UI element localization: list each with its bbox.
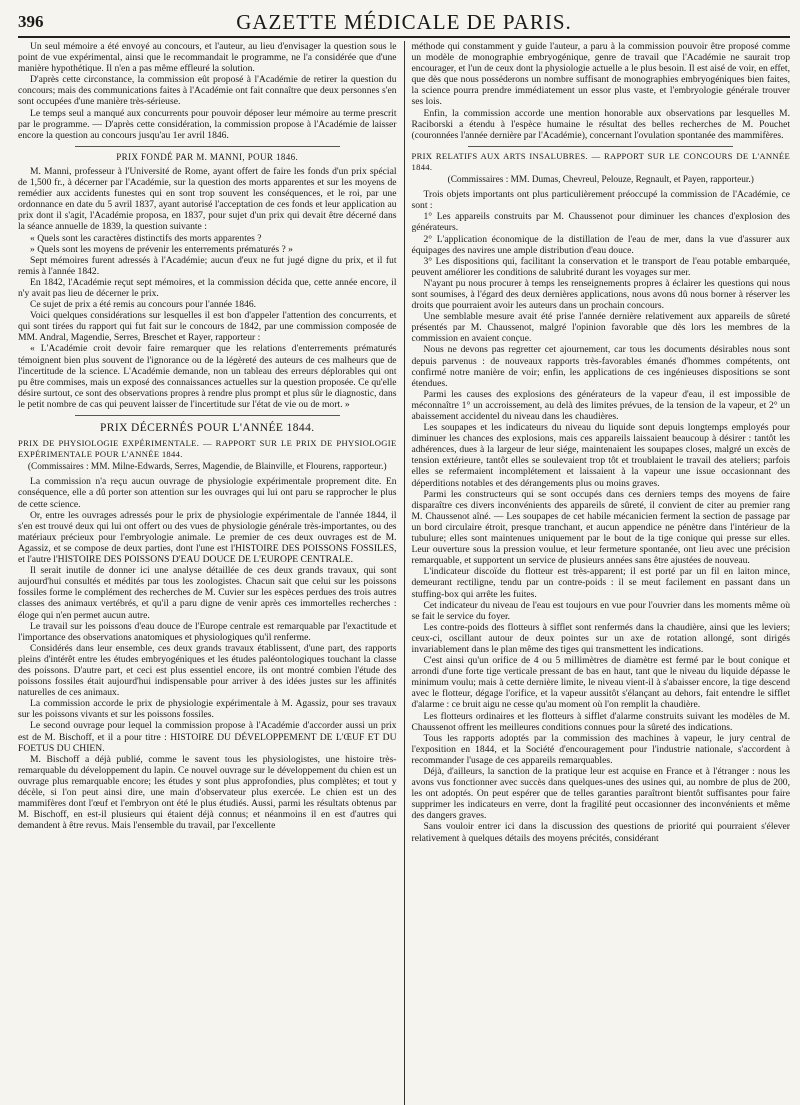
paragraph: Sans vouloir entrer ici dans la discussion des questions de priorité qui pourraient s'élever relativement à quelques détails des moyens précités, considérant xyxy=(411,821,790,844)
paragraph: Or, entre les ouvrages adressés pour le prix de physiologie expérimentale de l'année 1844, il s'en est trouvé deux qui lui ont offert ou des vues de physiologie générale très-importantes, ou des matériaux précieux pour l'embryologie animale. Le premier de ces deux ouvrages est de M. Agassiz, et se compose de deux parties, dont l'une est l'HISTOIRE DES POISSONS FOSSILES, et l'autre l'HISTOIRE DES POISSONS D'EAU DOUCE DE L'EUROPE CENTRALE. xyxy=(18,509,397,566)
paragraph: Voici quelques considérations sur lesquelles il est bon d'appeler l'attention des concurrents, et qui sont tirées du rapport qui fut fait sur le concours de 1842, par une commission composée de MM. Andral, Magendie, Serres, Breschet et Rayer, rapporteur : xyxy=(18,310,397,344)
paragraph: La commission n'a reçu aucun ouvrage de physiologie expérimentale proprement dite. En conséquence, elle a dû porter son attention sur les ouvrages qui lui ont paru se rapprocher le plus de cette science. xyxy=(18,476,397,510)
paragraph: Enfin, la commission accorde une mention honorable aux observations par lesquelles M. Raciborski a étendu à l'espèce humaine le résultat des belles recherches de M. Pouchet (couronnées l'année dernière par l'Académie), concernant l'ovulation spontanée des mammifères. xyxy=(411,107,790,141)
paragraph: « L'Académie croit devoir faire remarquer que les relations d'enterrements prématurés témoignent bien plus souvent de l'ignorance ou de la légèreté des auteurs de ces malheurs que de l'incertitude de la science. L'Académie demande, non un tableau des erreurs déplorables qui ont pu être commises, mais un exposé des connaissances actuelles sur la question proposée. Ce qu'elle désire surtout, ce sont des observations propres à rendre plus prompt et plus sûr le diagnostic, dans le petit nombre de cas qui peuvent laisser de l'incertitude sur l'état de vie ou de mort. » xyxy=(18,343,397,410)
page-number: 396 xyxy=(18,12,44,31)
section-title-manni: PRIX FONDÉ PAR M. MANNI, POUR 1846. xyxy=(116,151,299,162)
paragraph: Parmi les causes des explosions des générateurs de la vapeur d'eau, il est impossible de méconnaître 1° un accroissement, au delà des limites prévues, de la tension de la vapeur, et 2° un abaissement accidentel du niveau dans les chaudières. xyxy=(411,388,790,422)
journal-title: GAZETTE MÉDICALE DE PARIS. xyxy=(236,10,572,34)
paragraph: Le second ouvrage pour lequel la commission propose à l'Académie d'accorder aussi un prix est de M. Bischoff, et il a pour titre : HISTOIRE DU DÉVELOPPEMENT DE L'ŒUF ET DU FOETUS DU CHIEN. xyxy=(18,720,397,754)
paragraph: Le temps seul a manqué aux concurrents pour pouvoir déposer leur mémoire au terme prescrit par le programme. — D'après cette considération, la commission propose à l'Académie de laisser encore la question au concours jusqu'au 1er avril 1846. xyxy=(18,107,397,141)
paragraph: Considérés dans leur ensemble, ces deux grands travaux établissent, d'une part, des rapports pleins d'intérêt entre les études embryogéniques et les études paléontologiques touchant la classe des poissons. D'autre part, et ceci est plus essentiel encore, ils ont montré combien l'étude des poissons fossiles était aujourd'hui indispensable pour arriver à des idées justes sur les affinités naturelles de ces animaux. xyxy=(18,642,397,699)
paragraph: Ce sujet de prix a été remis au concours pour l'année 1846. xyxy=(30,299,257,311)
paragraph: Un seul mémoire a été envoyé au concours, et l'auteur, au lieu d'envisager la question sous le point de vue expérimental, ainsi que le recommandait le programme, ne l'a considérée que d'une manière hypothétique. Il n'en a pas même effleuré la solution. xyxy=(18,41,397,75)
divider xyxy=(468,146,733,147)
paragraph: Tous les rapports adoptés par la commission des machines à vapeur, le jury central de l'exposition en 1844, et la Société d'encouragement pour l'industrie nationale, s'accordent à recommander l'usage de ces appareils remarquables. xyxy=(411,732,790,766)
paragraph: Il serait inutile de donner ici une analyse détaillée de ces deux grands travaux, qui sont aujourd'hui consultés et médités par tous les zoologistes. Chacun sait que celui sur les poissons fossiles forme le complément des recherches de M. Cuvier sur les espèces perdues des trois autres classes des animaux vertébrés, et qu'il a paru digne de venir après ces immortelles recherches : éloge qui n'en permet aucun autre. xyxy=(18,565,397,621)
paragraph: M. Manni, professeur à l'Université de Rome, ayant offert de faire les fonds d'un prix spécial de 1,500 fr., à décerner par l'Académie, sur la question des morts apparentes et sur les moyens de remédier aux accidents funestes qui en sont trop souvent les conséquences, et le roi, par une ordonnance en date du 5 avril 1837, ayant autorisé l'acceptation de ces fonds et leur application au prix dont il s'agit, l'Académie proposa, en 1837, pour sujet d'un prix qui devait être décerné dans la séance annuelle de 1839, la question suivante : xyxy=(18,165,397,233)
paragraph: méthode qui constamment y guide l'auteur, a paru à la commission pouvoir être proposé comme un modèle de monographie embryogénique, genre de travail que l'Académie ne saurait trop encourager, et l'un de ceux dont la physiologie actuelle a le plus besoin. Il est aisé de voir, en effet, que dès que nous posséderons un nombre suffisant de monographies embryogéniques bien faites, la science pourra prendre immédiatement un essor plus vaste, et l'embryologie générale trouver ses lois. xyxy=(411,41,790,108)
paragraph: C'est ainsi qu'un orifice de 4 ou 5 millimètres de diamètre est fermé par le bout conique et arrondi d'une forte tige verticale pressant de bas en haut, tant que le niveau du liquide dépasse le minimum voulu; mais à cette dernière limite, le niveau vient-il à s'abaisser encore, la tige descend avec le flotteur, dégage l'orifice, et la vapeur aussitôt s'élançant au dehors, fait entendre le sifflet d'alarme : ce bruit aigu ne cesse qu'au moment où l'on remplit la chaudière. xyxy=(411,655,790,711)
paragraph: 2° L'application économique de la distillation de l'eau de mer, dans la vue d'assurer aux équipages des navires une ample distribution d'eau douce. xyxy=(411,233,790,256)
section-title-1844: PRIX DÉCERNÉS POUR L'ANNÉE 1844. xyxy=(99,422,315,434)
paragraph: Trois objets importants ont plus particulièrement préoccupé la commission de l'Académie, ce sont : xyxy=(411,189,790,212)
paragraph: M. Bischoff a déjà publié, comme le savent tous les physiologistes, une histoire très-remarquable du développement du lapin. Ce nouvel ouvrage sur le développement du chien est un ouvrage plus remarquable encore; les études y sont plus approfondies, plus complètes; et tout y décèle, si l'on peut ainsi dire, une main d'observateur plus exercée. Le chien est un des mammifères dont l'œuf et l'embryon ont été le plus étudiés. Aussi, parmi les résultats obtenus par M. Bischoff, en est-il plusieurs qui étaient déjà connus; et néanmoins il en est d'autres qui demandent à être revus. Mais l'ensemble du travail, par l'excellente xyxy=(18,753,397,832)
commissaires-arts-insalubres: (Commissaires : MM. Dumas, Chevreul, Pelouze, Regnault, et Payen, rapporteur.) xyxy=(447,175,754,186)
section-title-arts-insalubres: PRIX RELATIFS AUX ARTS INSALUBRES. — RAPPORT SUR LE CONCOURS DE L'ANNÉE 1844. xyxy=(411,150,790,172)
paragraph: Une semblable mesure avait été prise l'année dernière relativement aux appareils de sûreté présentés par M. Chaussenot, malgré l'opinion favorable que dès lors les membres de la commission en avaient conçue. xyxy=(411,311,790,345)
paragraph: Les soupapes et les indicateurs du niveau du liquide sont depuis longtemps employés pour diminuer les chances des explosions, mais ces appareils laissaient beaucoup à désirer : tantôt les adhérences, dues à la largeur de leur siége, maintenaient les soupapes closes, malgré un excès de tension extérieure, tantôt elles se soulevaient trop tôt et troublaient le travail des ateliers; parfois elles se refermaient incomplétement et laissaient à la vapeur une issue occasionnant des déperditions notables et des dérangements plus ou moins graves. xyxy=(411,422,790,489)
paragraph: Parmi les constructeurs qui se sont occupés dans ces derniers temps des moyens de faire disparaître ces divers inconvénients des appareils de sûreté, il convient de citer au premier rang M. Chaussenot aîné. — Les soupapes de cet habile mécanicien ferment la section de passage par un bord circulaire étroit, presque tranchant, et aucun appendice ne pénètre dans l'intérieur de la tubulure; elles sont maintenues uniquement par le bout de la tige conique qui presse sur elles. Leur ouverture sous la pression voulue, et leur fermeture spontanée, ont lieu avec une précision remarquable, et supportent un service de plusieurs années sans être ajustées de nouveau. xyxy=(411,488,790,567)
quote-line: « Quels sont les caractères distinctifs des morts apparentes ? xyxy=(30,232,262,244)
paragraph: 1° Les appareils construits par M. Chaussenot pour diminuer les chances d'explosion des générateurs. xyxy=(411,211,790,234)
paragraph: Les contre-poids des flotteurs à sifflet sont renfermés dans la chaudière, ainsi que les leviers; ceux-ci, oscillant autour de deux pointes sur un axe de rotation allongé, sont dirigés invariablement dans le plan même des tiges qui transmettent les indications. xyxy=(411,621,790,655)
paragraph: D'après cette circonstance, la commission eût proposé à l'Académie de retirer la question du concours; mais des communications faites à l'Académie ont fait connaître que deux personnes s'en sont occupées d'une manière très-sérieuse. xyxy=(18,74,397,108)
divider xyxy=(75,415,340,416)
subsection-title-physiologie: PRIX DE PHYSIOLOGIE EXPÉRIMENTALE. — RAPPORT SUR LE PRIX DE PHYSIOLOGIE EXPÉRIMENTALE POUR L'ANNÉE 1844. xyxy=(18,438,397,460)
paragraph: Sept mémoires furent adressés à l'Académie; aucun d'eux ne fut jugé digne du prix, et il fut remis à l'année 1842. xyxy=(18,254,397,277)
right-column xyxy=(405,41,791,1105)
divider xyxy=(75,146,340,147)
paragraph: Nous ne devons pas regretter cet ajournement, car tous les documents désirables nous sont depuis parvenus : de nouveaux rapports très-favorables émanés d'hommes compétents, ont confirmé notre manière de voir; enfin, les applications de ces ingénieuses dispositions se sont étendues. xyxy=(411,344,790,389)
paragraph: Le travail sur les poissons d'eau douce de l'Europe centrale est remarquable par l'exactitude et l'importance des observations anatomiques et physiologiques qu'il renferme. xyxy=(18,620,397,643)
left-column xyxy=(18,41,405,1105)
paragraph: En 1842, l'Académie reçut sept mémoires, et la commission décida que, cette année encore, il n'y avait pas lieu de décerner le prix. xyxy=(18,276,397,299)
page-header xyxy=(18,10,790,38)
paragraph: La commission accorde le prix de physiologie expérimentale à M. Agassiz, pour ses travaux sur les poissons vivants et sur les poissons fossiles. xyxy=(18,698,397,721)
paragraph: N'ayant pu nous procurer à temps les renseignements propres à éclairer les questions qui nous sont soumises, à l'égard des deux dernières applications, nous avons dû nous borner à réserver les droits que pourraient avoir les auteurs dans un prochain concours. xyxy=(411,277,790,312)
paragraph: Les flotteurs ordinaires et les flotteurs à sifflet d'alarme construits suivant les modèles de M. Chaussenot offrent les meilleures conditions connues pour la sûreté des indications. xyxy=(411,710,790,733)
paragraph: Déjà, d'ailleurs, la sanction de la pratique leur est acquise en France et à l'étranger : nous les avons vus fonctionner avec succès dans quelques-unes des usines qui, au nombre de plus de 200, les ont adoptés. On peut espérer que de telles garanties paraîtront bientôt suffisantes pour faire supprimer les indicateurs en verre, dont la fragilité peut occasionner des inconvénients et même des dangers graves. xyxy=(411,766,790,822)
paragraph: Cet indicateur du niveau de l'eau est toujours en vue pour l'ouvrier dans les moments même où se fait le service du foyer. xyxy=(411,599,790,622)
quote-line: » Quels sont les moyens de prévenir les enterrements prématurés ? » xyxy=(30,243,293,255)
paragraph: L'indicateur discoïde du flotteur est très-apparent; il est porté par un fil en laiton mince, demeurant rectiligne, tendu par un contre-poids : il se meut facilement en passant dans un stuffing-box qui arrête les fuites. xyxy=(411,566,790,600)
paragraph: 3° Les dispositions qui, facilitant la conservation et le transport de l'eau potable embarquée, peuvent améliorer les conditions de salubrité durant les voyages sur mer. xyxy=(411,255,790,278)
commissaires-physiologie: (Commissaires : MM. Milne-Edwards, Serres, Magendie, de Blainville, et Flourens, rapporteur.) xyxy=(27,462,387,473)
text-columns xyxy=(18,41,790,1105)
